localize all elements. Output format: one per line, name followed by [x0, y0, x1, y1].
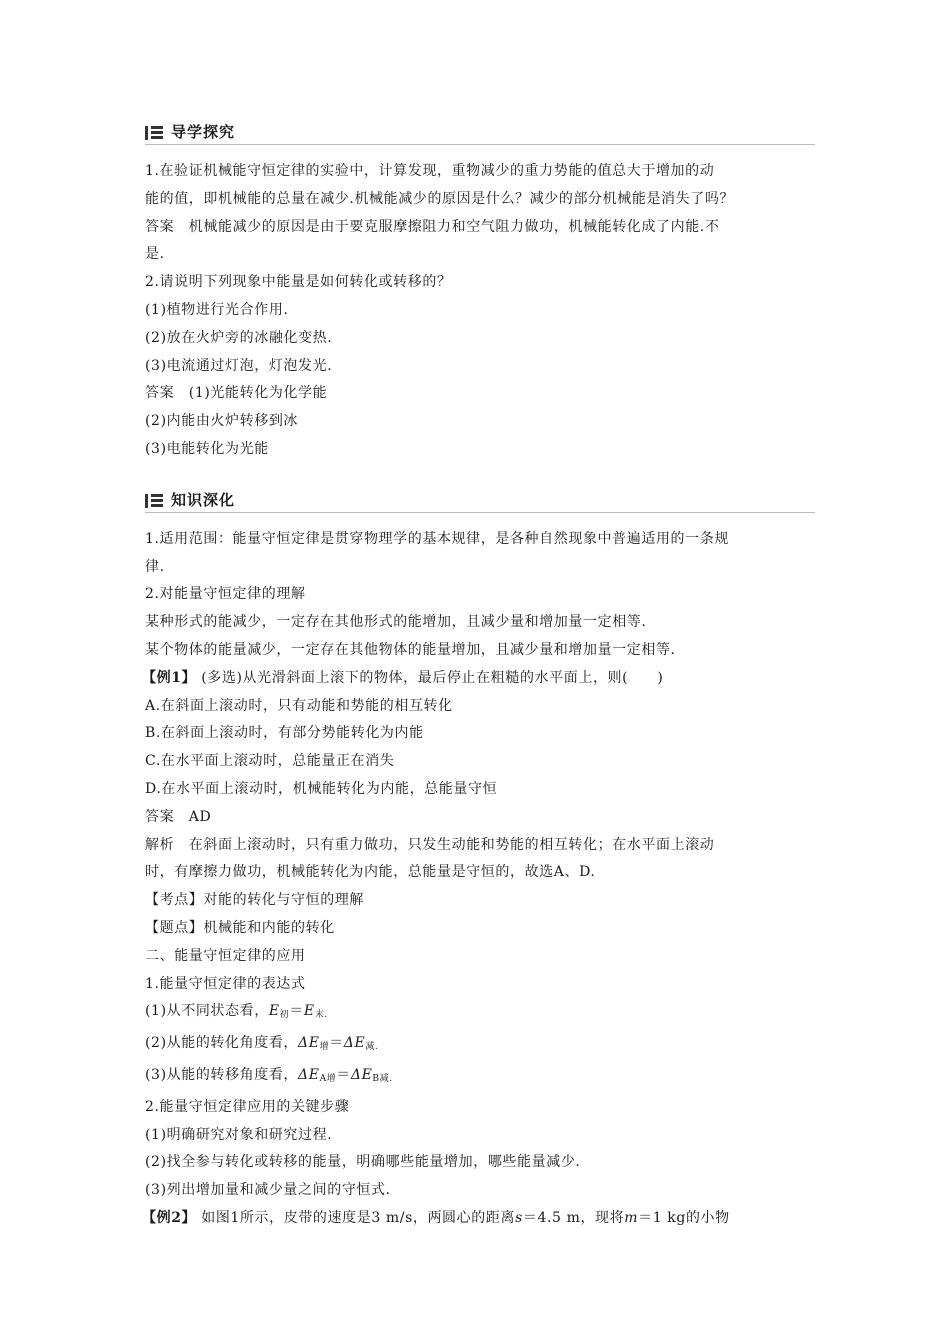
- answer-line: 答案 AD: [145, 808, 212, 825]
- example-label: 【例2】: [142, 1209, 197, 1226]
- option-b: B.在斜面上滚动时，有部分势能转化为内能: [145, 725, 424, 742]
- symbol-e: E: [268, 1003, 280, 1020]
- symbol-delta-e: ΔE: [298, 1066, 320, 1083]
- text-line: (2)放在火炉旁的冰融化变热.: [145, 329, 333, 346]
- section-list-icon: [145, 494, 163, 508]
- subscript: 减.: [365, 1042, 379, 1053]
- text-line: 律.: [145, 558, 165, 575]
- text-line: (2)内能由火炉转移到冰: [145, 413, 299, 430]
- example-2-question: [142, 1205, 815, 1233]
- text-line: (1)明确研究对象和研究过程.: [145, 1126, 333, 1143]
- subscript: 初: [279, 1010, 290, 1021]
- section-header-guided-inquiry: [145, 118, 815, 148]
- example-text: ＝4.5 m，现将: [522, 1209, 625, 1226]
- text-line: 2.请说明下列现象中能量是如何转化或转移的？: [145, 274, 452, 291]
- text-line: 答案 (1)光能转化为化学能: [145, 385, 328, 402]
- equals-sign: ＝: [336, 1066, 351, 1083]
- text-line: 1.适用范围：能量守恒定律是贯穿物理学的基本规律，是各种自然现象中普遍适用的一条规: [145, 530, 729, 547]
- text-line: 某个物体的能量减少，一定存在其他物体的能量增加，且减少量和增加量一定相等.: [145, 641, 676, 658]
- text-line: 2.能量守恒定律应用的关键步骤: [145, 1098, 350, 1115]
- text-line: 1.能量守恒定律的表达式: [145, 975, 306, 992]
- symbol-delta-e: ΔE: [298, 1035, 320, 1052]
- symbol-e: E: [303, 1003, 315, 1020]
- equals-sign: ＝: [289, 1003, 304, 1020]
- page-content: [142, 118, 815, 1233]
- subscript: B减.: [372, 1073, 393, 1084]
- text-line: 能的值，即机械能的总量在减少.机械能减少的原因是什么？减少的部分机械能是消失了吗？: [145, 190, 735, 207]
- example-1-question: [142, 665, 815, 693]
- text-line: (3)列出增加量和减少量之间的守恒式.: [145, 1182, 391, 1199]
- symbol-s: s: [515, 1209, 523, 1226]
- subscript: 增: [319, 1042, 330, 1053]
- expression-2: [145, 1030, 815, 1062]
- expression-prefix: (1)从不同状态看，: [145, 1003, 269, 1020]
- section-list-icon: [145, 126, 163, 140]
- section-divider: [145, 512, 815, 513]
- expression-prefix: (2)从能的转化角度看，: [145, 1035, 299, 1052]
- guided-inquiry-body: [145, 158, 815, 464]
- section-divider: [145, 144, 815, 145]
- section-title: 知识深化: [171, 490, 236, 509]
- option-c: C.在水平面上滚动时，总能量正在消失: [145, 753, 395, 770]
- expression-prefix: (3)从能的转移角度看，: [145, 1066, 299, 1083]
- option-d: D.在水平面上滚动时，机械能转化为内能，总能量守恒: [145, 780, 498, 797]
- text-line: 某种形式的能减少，一定存在其他形式的能增加，且减少量和增加量一定相等.: [145, 614, 647, 631]
- text-line: (1)植物进行光合作用.: [145, 301, 289, 318]
- example-text: 如图1所示，皮带的速度是3 m/s，两圆心的距离: [201, 1209, 516, 1226]
- symbol-delta-e: ΔE: [350, 1066, 373, 1083]
- section-header-knowledge-deepening: [145, 486, 815, 516]
- example-text: (多选)从光滑斜面上滚下的物体，最后停止在粗糙的水平面上，则( ): [201, 669, 664, 686]
- symbol-m: m: [624, 1209, 639, 1226]
- expression-3: [145, 1062, 815, 1094]
- example-label: 【例1】: [142, 669, 197, 686]
- knowledge-deepening-body: [142, 526, 815, 1233]
- option-a: A.在斜面上滚动时，只有动能和势能的相互转化: [145, 697, 453, 714]
- analysis-line: 时，有摩擦力做功，机械能转化为内能，总能量是守恒的，故选A、D.: [145, 864, 596, 881]
- text-line: (3)电能转化为光能: [145, 440, 269, 457]
- subscript: 末.: [314, 1010, 328, 1021]
- expression-1: [145, 998, 815, 1030]
- analysis-line: 解析 在斜面上滚动时，只有重力做功，只发生动能和势能的相互转化；在水平面上滚动: [145, 836, 715, 853]
- subsection-heading: 二、能量守恒定律的应用: [145, 947, 306, 964]
- text-line: 2.对能量守恒定律的理解: [145, 586, 306, 603]
- text-line: (2)找全参与转化或转移的能量，明确哪些能量增加，哪些能量减少.: [145, 1154, 581, 1171]
- exam-point-line: 【考点】对能的转化与守恒的理解: [145, 892, 364, 909]
- section-title: 导学探究: [171, 123, 236, 141]
- topic-point-line: 【题点】机械能和内能的转化: [145, 919, 335, 936]
- text-line: 1.在验证机械能守恒定律的实验中，计算发现，重物减少的重力势能的值总大于增加的动: [145, 163, 715, 179]
- text-line: 是.: [145, 246, 165, 263]
- equals-sign: ＝: [329, 1035, 344, 1052]
- text-line: 答案 机械能减少的原因是由于要克服摩擦阻力和空气阻力做功，机械能转化成了内能.不: [145, 218, 720, 235]
- subscript: A增: [319, 1073, 337, 1084]
- text-line: (3)电流通过灯泡，灯泡发光.: [145, 357, 333, 374]
- example-text: ＝1 kg的小物: [638, 1209, 730, 1226]
- symbol-delta-e: ΔE: [343, 1035, 366, 1052]
